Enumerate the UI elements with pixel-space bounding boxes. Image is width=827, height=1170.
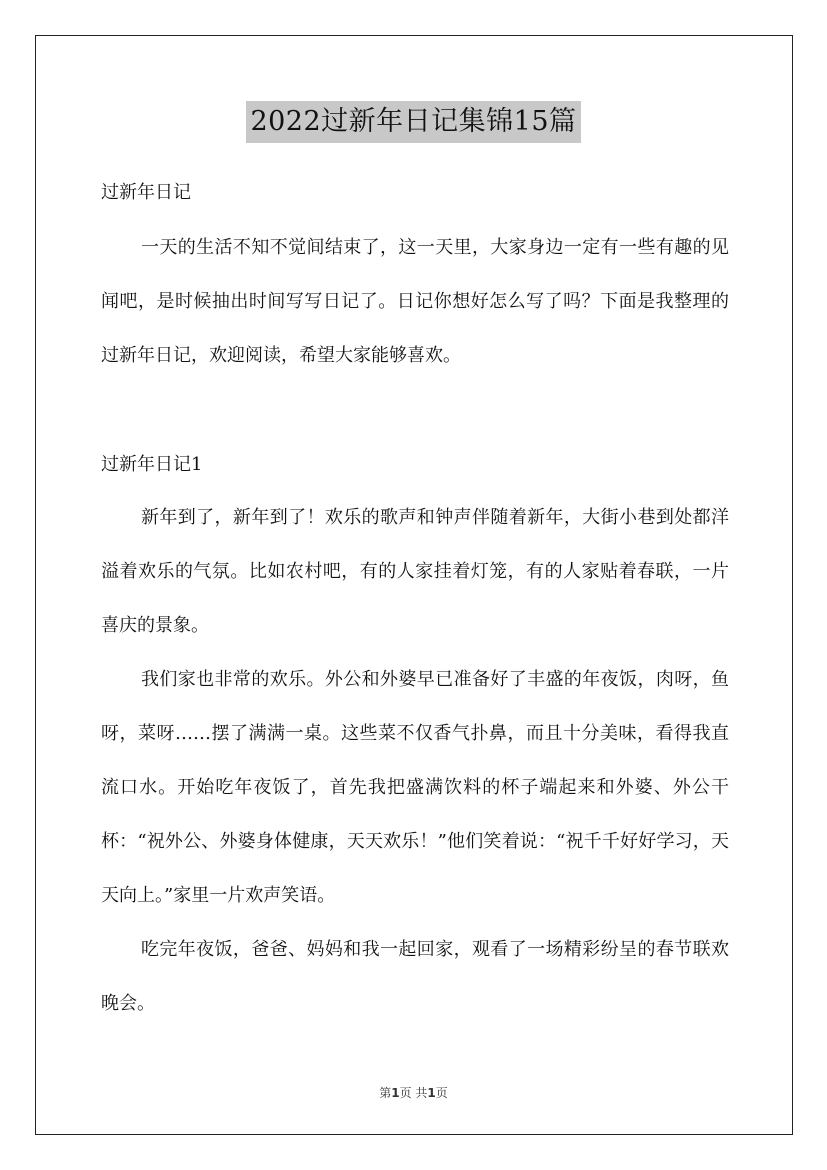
intro-paragraph: 一天的生活不知不觉间结束了，这一天里，大家身边一定有一些有趣的见闻吧，是时候抽出时间写写日记了。日记你想好怎么写了吗？下面是我整理的过新年日记，欢迎阅读，希望大家能够喜欢。 — [101, 237, 729, 366]
body-paragraph-3: 吃完年夜饭，爸爸、妈妈和我一起回家，观看了一场精彩纷呈的春节联欢晚会。 — [101, 939, 729, 1014]
intro-heading: 过新年日记 — [101, 182, 191, 203]
document-title: 2022过新年日记集锦15篇 — [246, 101, 580, 143]
title-container — [0, 101, 827, 143]
footer-page-number: 1 — [391, 1086, 400, 1100]
page-footer — [0, 1084, 827, 1101]
body-paragraph-2: 我们家也非常的欢乐。外公和外婆早已准备好了丰盛的年夜饭，肉呀，鱼呀，菜呀……摆了满满一桌。这些菜不仅香气扑鼻，而且十分美味，看得我直流口水。开始吃年夜饭了，首先我把盛满饮料的杯子端起来和外婆、外公干杯：“祝外公、外婆身体健康，天天欢乐！”他们笑着说：“祝千千好好学习，天天向上。”家里一片欢声笑语。 — [101, 669, 729, 906]
footer-page-total: 1 — [427, 1086, 436, 1100]
footer-mid: 页 共 — [399, 1086, 428, 1100]
section-heading-1: 过新年日记1 — [101, 454, 203, 475]
body-paragraph-1: 新年到了，新年到了！欢乐的歌声和钟声伴随着新年，大街小巷到处都洋溢着欢乐的气氛。比如农村吧，有的人家挂着灯笼，有的人家贴着春联，一片喜庆的景象。 — [101, 507, 729, 636]
footer-suffix: 页 — [435, 1086, 448, 1100]
footer-prefix: 第 — [379, 1086, 392, 1100]
